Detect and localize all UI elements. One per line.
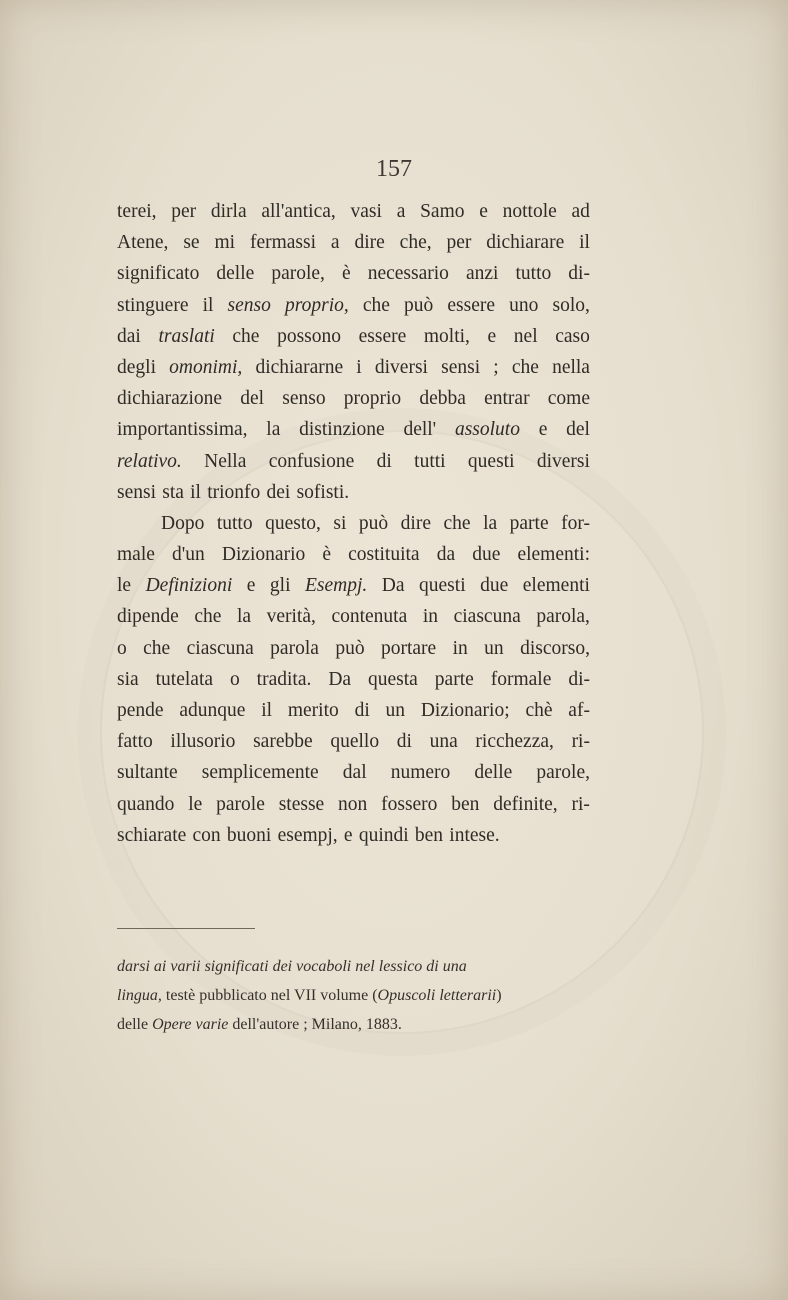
word: sofisti. — [296, 481, 350, 503]
word: sta — [162, 481, 184, 503]
word: ri- — [571, 731, 590, 753]
word: i — [356, 356, 362, 378]
word: con — [192, 824, 221, 846]
word: costituita — [348, 544, 420, 566]
word: diversi — [536, 450, 590, 472]
word: essere — [447, 294, 496, 316]
word: quando — [117, 793, 175, 815]
word: o — [229, 668, 240, 690]
word: terei, — [117, 201, 157, 222]
word: quindi — [358, 824, 409, 846]
footnote-segment: darsi ai varii significati dei vocaboli nel lessico di una — [117, 958, 467, 975]
word: dichiarare — [486, 232, 565, 254]
word: caso — [555, 325, 590, 347]
word: il — [579, 232, 590, 254]
word: sensi — [117, 481, 156, 503]
text-line — [117, 820, 590, 851]
text-line — [117, 695, 590, 726]
word: sultante — [117, 762, 178, 784]
word: si — [333, 512, 347, 534]
word: in — [452, 637, 468, 659]
word: questa — [368, 668, 418, 690]
word: ben — [414, 824, 444, 846]
footnote-segment: testè pubblicato nel VII volume ( — [161, 987, 378, 1004]
text-line — [117, 633, 590, 664]
word: di — [376, 450, 392, 472]
word: che — [143, 637, 171, 659]
word: elementi — [522, 575, 590, 597]
word: questi — [419, 575, 466, 597]
word: Esempj. — [305, 575, 368, 597]
word: e — [479, 201, 488, 222]
word: Definizioni — [145, 575, 233, 597]
footnote-segment: Opere varie — [152, 1016, 229, 1033]
word: essere — [358, 325, 407, 347]
word: senso — [282, 388, 326, 410]
word: Da — [328, 668, 352, 690]
word: e — [538, 419, 548, 441]
word: verità, — [266, 606, 316, 628]
word: delle — [474, 762, 513, 784]
word: illusorio — [170, 731, 236, 753]
word: tutto — [515, 263, 552, 285]
word: gli — [269, 575, 291, 597]
word: entrar — [484, 388, 530, 410]
footnote-segment: ) — [496, 987, 502, 1004]
word: che — [443, 512, 471, 534]
word: distinzione — [299, 419, 385, 441]
word: il — [190, 481, 201, 503]
text-line — [117, 446, 590, 477]
word: del — [240, 388, 265, 410]
word: questi — [467, 450, 515, 472]
word: di- — [568, 668, 590, 690]
text-line — [117, 383, 590, 414]
word: Samo — [420, 201, 465, 222]
footnote-separator — [117, 928, 255, 929]
word: delle — [216, 263, 255, 285]
word: ciascuna — [186, 637, 254, 659]
word: di — [354, 700, 370, 721]
word: dire — [400, 512, 431, 534]
text-line — [117, 352, 590, 383]
word: è — [322, 544, 331, 566]
word: il — [202, 294, 214, 316]
word: questo, — [265, 512, 321, 534]
word: nella — [552, 356, 590, 378]
word: fatto — [117, 731, 153, 753]
word: le — [188, 793, 203, 815]
word: trionfo — [207, 481, 261, 503]
word: un — [385, 700, 406, 721]
word: fossero — [381, 793, 438, 815]
word: che — [232, 325, 260, 347]
word: Atene, — [117, 232, 169, 254]
word: sia — [117, 668, 139, 690]
word: dai — [117, 325, 141, 347]
text-line — [117, 321, 590, 352]
word: parole — [216, 793, 265, 815]
word: nel — [513, 325, 538, 347]
word: proprio, — [285, 294, 349, 316]
word: for- — [561, 512, 590, 534]
word: discorso, — [520, 637, 590, 659]
word: parole, — [536, 762, 590, 784]
word: possono — [277, 325, 342, 347]
word: dichiarazione — [117, 388, 223, 410]
word: tradita. — [256, 668, 312, 690]
word: ciascuna — [453, 606, 521, 628]
word: e — [487, 325, 497, 347]
word: dire — [354, 232, 385, 254]
word: parte — [509, 512, 549, 534]
word: in — [422, 606, 439, 628]
text-line — [117, 227, 590, 258]
word: traslati — [158, 325, 215, 347]
word: tutto — [216, 512, 253, 534]
word: ricchezza, — [475, 731, 554, 753]
word: ad — [571, 201, 590, 222]
word: che — [194, 606, 222, 628]
word: da — [436, 544, 456, 566]
text-line — [117, 570, 590, 601]
word: la — [236, 606, 252, 628]
footnote-line — [117, 981, 590, 1010]
word: a — [396, 201, 406, 222]
word: formale — [490, 668, 552, 690]
word: che — [511, 356, 539, 378]
word: una — [429, 731, 458, 753]
word: del — [566, 419, 590, 441]
word: come — [547, 388, 590, 410]
word: parola, — [536, 606, 590, 628]
word: che, — [399, 232, 432, 254]
footnote-segment: delle — [117, 1016, 153, 1033]
word: portare — [380, 637, 437, 659]
word: di- — [568, 263, 590, 285]
word: male — [117, 544, 155, 566]
word: e — [343, 824, 353, 846]
word: numero — [390, 762, 451, 784]
footnote-segment: lingua, — [117, 987, 162, 1004]
word: importantissima, — [117, 419, 248, 441]
word: può — [358, 512, 389, 534]
word: d'un — [172, 544, 205, 566]
word: semplicemente — [201, 762, 319, 784]
text-line — [117, 601, 590, 632]
word: elementi: — [517, 544, 590, 566]
word: anzi — [465, 263, 499, 285]
word: diversi — [374, 356, 428, 378]
word: per — [446, 232, 472, 254]
footnote-line — [117, 1010, 590, 1039]
word: Da — [381, 575, 405, 597]
word: dichiararne — [255, 356, 344, 378]
word: Dizionario — [221, 544, 306, 566]
text-line — [117, 664, 590, 695]
word: dei — [266, 481, 291, 503]
word: e — [246, 575, 256, 597]
text-line — [117, 196, 590, 227]
word: buoni — [226, 824, 272, 846]
word: ri- — [571, 793, 590, 815]
word: Nella — [204, 450, 247, 472]
word: ben — [451, 793, 480, 815]
word: intese. — [449, 824, 500, 846]
word: necessario — [367, 263, 449, 285]
word: relativo. — [117, 450, 182, 472]
word: che — [362, 294, 390, 316]
word: un — [484, 637, 504, 659]
word: definite, — [493, 793, 558, 815]
word: af- — [568, 700, 590, 721]
word: Dopo — [161, 512, 205, 534]
word: all'antica, — [261, 201, 336, 222]
word: quello — [330, 731, 380, 753]
word: senso — [227, 294, 271, 316]
word: due — [472, 544, 501, 566]
word: Dizionario; — [420, 700, 510, 721]
text-line — [117, 539, 590, 570]
word: parole, — [271, 263, 325, 285]
footnote-segment: dell'autore ; Milano, 1883. — [228, 1016, 402, 1033]
word: uno — [509, 294, 539, 316]
footnote-line — [117, 952, 590, 981]
word: parte — [434, 668, 474, 690]
word: vasi — [350, 201, 382, 222]
word: tutti — [414, 450, 446, 472]
word: dirla — [210, 201, 247, 222]
word: ; — [493, 356, 499, 378]
word: o — [117, 637, 127, 659]
word: le — [117, 575, 132, 597]
word: pende — [117, 700, 164, 721]
word: non — [338, 793, 368, 815]
word: dal — [342, 762, 367, 784]
word: significato — [117, 263, 200, 285]
word: solo, — [552, 294, 590, 316]
word: parola — [270, 637, 319, 659]
word: per — [171, 201, 197, 222]
word: il — [261, 700, 273, 721]
word: debba — [419, 388, 466, 410]
word: può — [335, 637, 365, 659]
word: esempj, — [277, 824, 338, 846]
word: molti, — [423, 325, 470, 347]
word: dipende — [117, 606, 179, 628]
word: adunque — [179, 700, 246, 721]
word: merito — [287, 700, 339, 721]
word: degli — [117, 356, 156, 378]
word: se — [183, 232, 200, 254]
word: è — [341, 263, 351, 285]
word: dell' — [403, 419, 437, 441]
text-line — [117, 726, 590, 757]
word: schiarate — [117, 824, 187, 846]
word: può — [404, 294, 434, 316]
word: confusione — [268, 450, 355, 472]
text-line — [117, 508, 590, 539]
word: la — [266, 419, 281, 441]
word: due — [480, 575, 509, 597]
word: a — [330, 232, 340, 254]
word: chè — [525, 700, 553, 721]
text-line — [117, 414, 590, 445]
text-line — [117, 258, 590, 289]
text-line — [117, 477, 590, 508]
word: mi — [214, 232, 236, 254]
word: proprio — [343, 388, 402, 410]
word: nottole — [502, 201, 557, 222]
word: fermassi — [249, 232, 317, 254]
text-line — [117, 789, 590, 820]
word: assoluto — [454, 419, 520, 441]
word: sensi — [441, 356, 481, 378]
text-line — [117, 290, 590, 321]
body-text — [117, 196, 590, 851]
word: la — [483, 512, 498, 534]
footnote — [117, 952, 590, 1039]
word: di — [396, 731, 412, 753]
footnote-segment: Opuscoli letterarii — [377, 987, 497, 1004]
word: contenuta — [331, 606, 408, 628]
text-line — [117, 757, 590, 788]
word: sarebbe — [253, 731, 313, 753]
word: omonimi, — [169, 356, 243, 378]
page-number: 157 — [376, 156, 412, 182]
word: stinguere — [117, 294, 189, 316]
word: stesse — [278, 793, 325, 815]
word: tutelata — [155, 668, 214, 690]
